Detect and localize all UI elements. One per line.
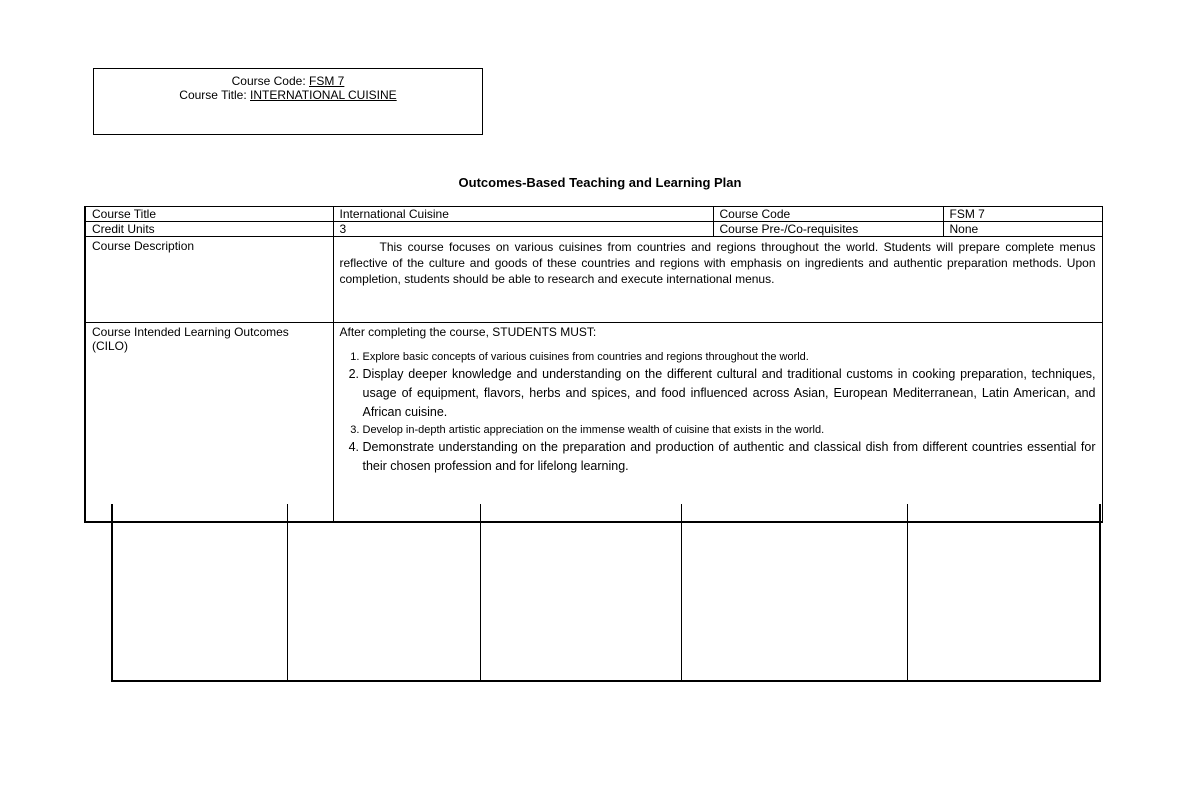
course-title-label-cell: Course Title bbox=[85, 207, 333, 222]
course-code-label: Course Code: bbox=[231, 74, 306, 88]
course-code-value-cell: FSM 7 bbox=[943, 207, 1102, 222]
description-label-cell: Course Description bbox=[85, 237, 333, 323]
blank-grid-table bbox=[111, 504, 1101, 682]
grid-divider bbox=[681, 504, 682, 680]
credit-units-value-cell: 3 bbox=[333, 222, 713, 237]
course-title-value: INTERNATIONAL CUISINE bbox=[250, 88, 397, 102]
course-title-value-cell: International Cuisine bbox=[333, 207, 713, 222]
cilo-label-cell: Course Intended Learning Outcomes (CILO) bbox=[85, 323, 333, 523]
cilo-item: 4. Demonstrate understanding on the preparation and production of authentic and classical dish from different countries essential for their chosen profession and for lifelong learning. bbox=[363, 438, 1096, 476]
course-title-label: Course Title: bbox=[179, 88, 247, 102]
cilo-value-cell bbox=[333, 323, 1102, 523]
description-text: This course focuses on various cuisines from countries and regions throughout the world. Students will prepare complete menus reflective of the culture and goods of these countries and regions with emphasis on ingredients and authentic preparation methods. Upon completion, students should be able to research and execute international menus. bbox=[339, 240, 1096, 286]
table-row bbox=[85, 222, 1102, 237]
course-code-value: FSM 7 bbox=[309, 74, 345, 88]
table-row bbox=[85, 237, 1102, 323]
cilo-item: 1. Explore basic concepts of various cuisines from countries and regions throughout the world. bbox=[363, 349, 1096, 365]
prereq-label-cell: Course Pre-/Co-requisites bbox=[713, 222, 943, 237]
plan-title: Outcomes-Based Teaching and Learning Plan bbox=[458, 175, 742, 190]
grid-divider bbox=[907, 504, 908, 680]
course-code-label-cell: Course Code bbox=[713, 207, 943, 222]
prereq-value-cell: None bbox=[943, 222, 1102, 237]
cilo-intro: After completing the course, STUDENTS MUST: bbox=[339, 325, 597, 339]
credit-units-label-cell: Credit Units bbox=[85, 222, 333, 237]
grid-divider bbox=[287, 504, 288, 680]
course-info-table bbox=[84, 206, 1103, 523]
description-value-cell bbox=[333, 237, 1102, 323]
table-row bbox=[85, 207, 1102, 222]
table-row bbox=[85, 323, 1102, 523]
cilo-item: 2. Display deeper knowledge and understanding on the different cultural and traditional customs in cooking preparation, techniques, usage of equipment, flavors, herbs and spices, and food influenced across Asian, European Mediterranean, Latin American, and African cuisine. bbox=[363, 365, 1096, 422]
cilo-list bbox=[340, 349, 1096, 476]
course-code-box bbox=[93, 68, 483, 135]
grid-divider bbox=[480, 504, 481, 680]
course-code-line bbox=[94, 74, 482, 88]
cilo-item: 3. Develop in-depth artistic appreciation on the immense wealth of cuisine that exists in the world. bbox=[363, 422, 1096, 438]
course-title-line bbox=[94, 88, 482, 102]
